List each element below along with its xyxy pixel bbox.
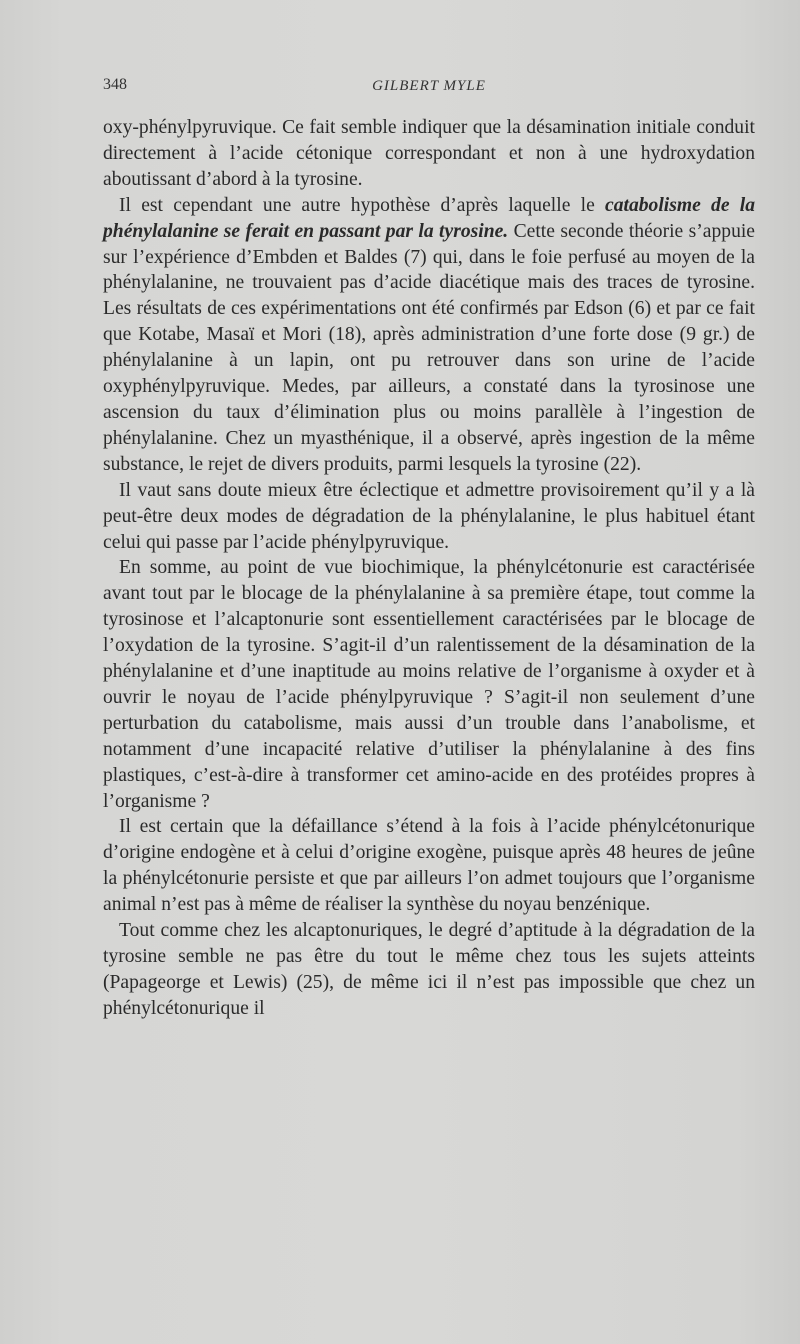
paragraph-2-text-before: Il est cependant une autre hypothèse d’après laquelle le bbox=[119, 194, 606, 216]
paragraph-6: Tout comme chez les alcaptonuriques, le degré d’aptitude à la dégradation de la tyrosine semble ne pas être du tout le même chez tous les sujets atteints (Papageorge et Lewis) (25), de même ici il n’est pas impossible que chez un phénylcétonurique il bbox=[103, 920, 755, 1019]
page-number: 348 bbox=[103, 76, 127, 93]
body-text bbox=[103, 115, 755, 1022]
paragraph-5: Il est certain que la défaillance s’étend à la fois à l’acide phénylcétonurique d’origine endogène et à celui d’origine exogène, puisque après 48 heures de jeûne la phénylcétonurie persiste et que par ailleurs l’on admet toujours que l’organisme animal n’est pas à même de réaliser la synthèse du noyau benzénique. bbox=[103, 816, 755, 916]
paragraph-4: En somme, au point de vue biochimique, la phénylcétonurie est caractérisée avant tout par le blocage de la phénylalanine à sa première étape, tout comme la tyrosinose et l’alcaptonurie sont essentiellement caractérisées par le blocage de l’oxydation de la tyrosine. S’agit-il d’un ralentissement de la désamination de la phénylalanine et d’une inaptitude au moins relative de l’organisme à oxyder et à ouvrir le noyau de l’acide phénylpyruvique ? S’agit-il non seulement d’une perturbation du catabolisme, mais aussi d’un trouble dans l’anabolisme, et notamment d’une incapacité relative d’utiliser la phénylalanine à des fins plastiques, c’est-à-dire à transformer cet amino-acide en des protéides propres à l’organisme ? bbox=[103, 557, 755, 812]
paragraph-2-text-after: Cette seconde théorie s’appuie sur l’expérience d’Embden et Baldes (7) qui, dans le foie perfusé au moyen de la phénylalanine, ne trouvaient pas d’acide diacétique mais des traces de tyrosine. Les résultats de ces expérimentations ont été confirmés par Edson (6) et par ce fait que Kotabe, Masaï et Mori (18), après administration d’une forte dose (9 gr.) de phénylalanine à un lapin, ont pu retrouver dans son urine de l’acide oxyphénylpyruvique. Medes, par ailleurs, a constaté dans la tyrosinose une ascension du taux d’élimination plus ou moins parallèle à l’ingestion de phénylalanine. Chez un myasthénique, il a observé, après ingestion de la même substance, le rejet de divers produits, parmi lesquels la tyrosine (22). bbox=[103, 220, 756, 475]
paragraph-3: Il vaut sans doute mieux être éclectique et admettre provisoirement qu’il y a là peut-être deux modes de dégradation de la phénylalanine, le plus habituel étant celui qui passe par l’acide phénylpyruvique. bbox=[103, 479, 755, 553]
running-head: GILBERT MYLE bbox=[372, 78, 486, 94]
page-header bbox=[103, 76, 755, 100]
paragraph-2 bbox=[103, 193, 755, 478]
paragraph-2-emphasis: catabolisme de la phénylalanine se ferait en passant par la tyrosine. bbox=[103, 194, 756, 242]
paragraph-1: oxy-phénylpyruvique. Ce fait semble indiquer que la désamination initiale conduit directement à l’acide cétonique correspondant et non à une hydroxydation aboutissant d’abord à la tyrosine. bbox=[103, 117, 755, 190]
